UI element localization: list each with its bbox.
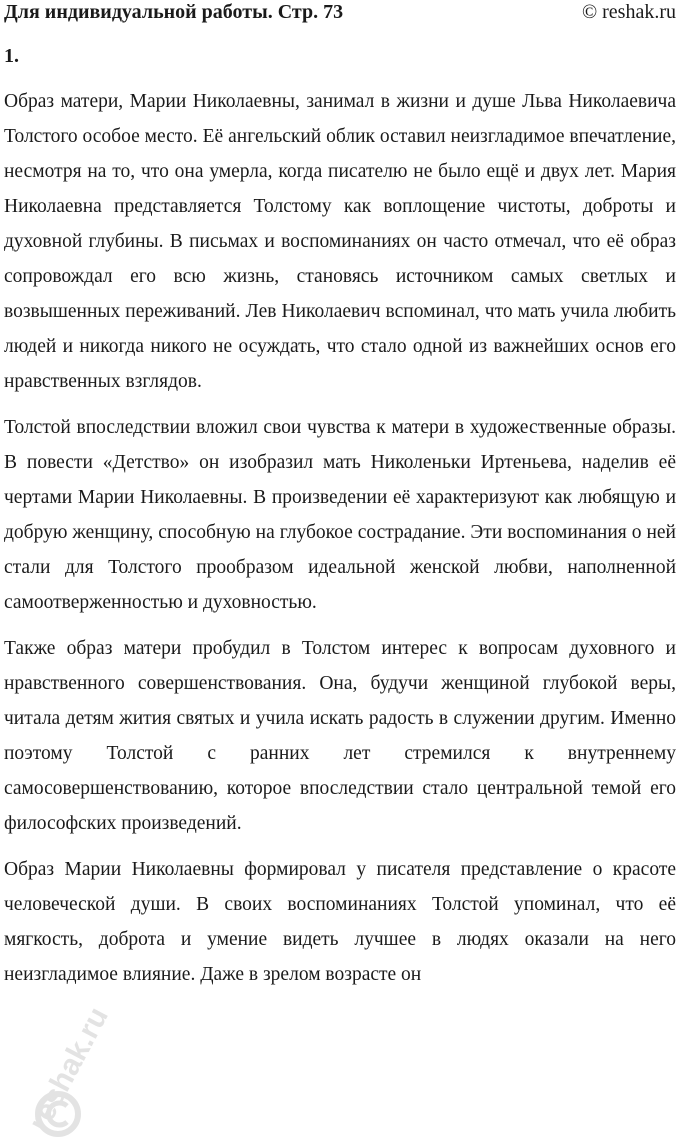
copyright-icon	[38, 1094, 78, 1134]
task-number: 1.	[4, 45, 19, 67]
paragraph-2: Толстой впоследствии вложил свои чувства к матери в художественные образы. В повести «Детство» он изобразил мать Николеньки Иртеньева, наделив её чертами Марии Николаевны. В произведении её характеризуют как любящую и добрую женщину, способную на глубокое сострадание. Эти воспоминания о ней стали для Толстого прообразом идеальной женской любви, наполненной самоотверженностью и духовностью.	[4, 417, 676, 613]
paragraph-4: Образ Марии Николаевны формировал у писателя представление о красоте человеческой души. В своих воспоминаниях Толстой упоминал, что её мягкость, доброта и умение видеть лучшее в людях оказали на него неизгладимое влияние. Даже в зрелом возрасте он	[4, 859, 676, 985]
page-title: Для индивидуальной работы. Стр. 73	[4, 1, 344, 23]
page-header	[4, 0, 676, 28]
paragraph-1: Образ матери, Марии Николаевны, занимал в жизни и душе Льва Николаевича Толстого особое место. Её ангельский облик оставил неизгладимое впечатление, несмотря на то, что она умерла, когда писателю не было ещё и двух лет. Мария Николаевна представляется Толстому как воплощение чистоты, доброты и духовной глубины. В письмах и воспоминаниях он часто отмечал, что её образ сопровождал его всю жизнь, становясь источником самых светлых и возвышенных переживаний. Лев Николаевич вспоминал, что мать учила любить людей и никогда никого не осуждать, что стало одной из важнейших основ его нравственных взглядов.	[4, 91, 676, 392]
watermark-text: reshak.ru	[22, 1001, 115, 1137]
site-credit: © reshak.ru	[581, 1, 676, 23]
answer-text	[4, 84, 676, 1003]
watermark-logo	[12, 996, 128, 1144]
paragraph-3: Также образ матери пробудил в Толстом интерес к вопросам духовного и нравственного совершенствования. Она, будучи женщиной глубокой веры, читала детям жития святых и учила искать радость в служении другим. Именно поэтому Толстой с ранних лет стремился к внутреннему самосовершенствованию, которое впоследствии стало центральной темой его философских произведений.	[4, 638, 676, 834]
